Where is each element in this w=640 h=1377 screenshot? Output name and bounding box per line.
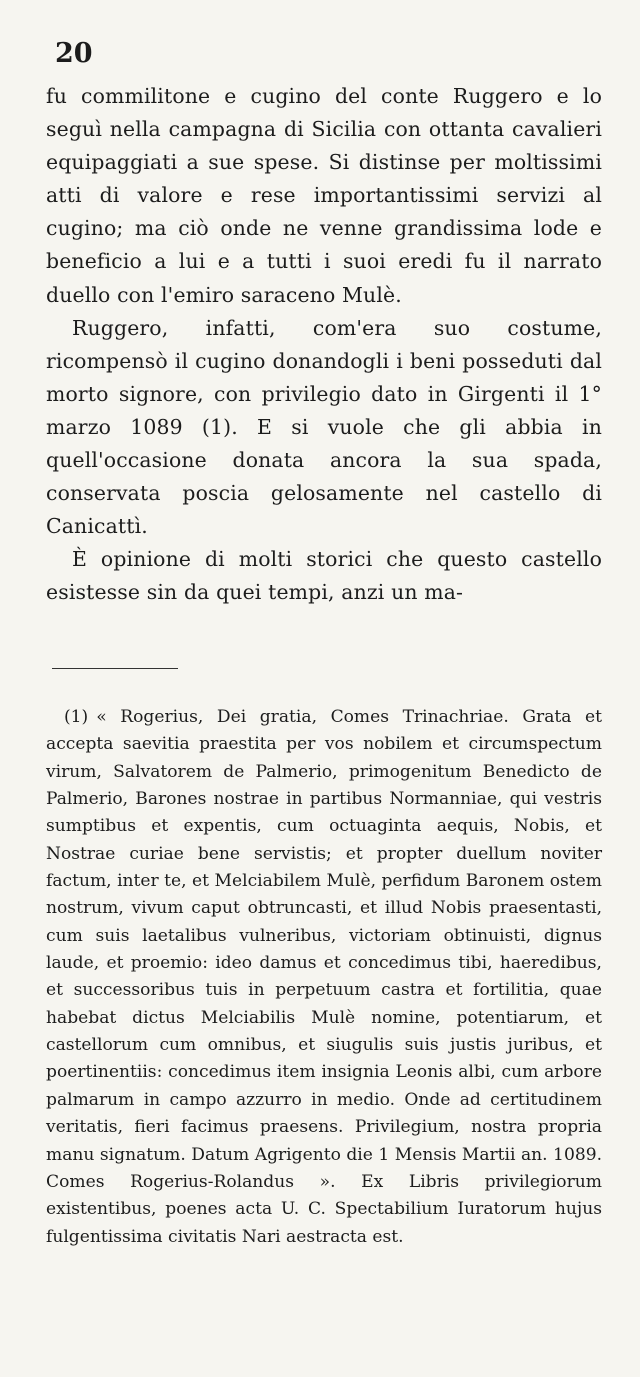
footnote-text: « Rogerius, Dei gratia, Comes Trinachriae. Grata et accepta saevitia praestita per vos nobilem et circumspectum virum, Salvatorem de Palmerio, primogenitum Benedicto de Palmerio, Barones nostrae in partibus Normanniae, qui vestris sumptibus et expentis, cum octuaginta aequis, Nobis, et Nostrae curiae bene servistis; et propter duellum noviter factum, inter te, et Melciabilem Mulè, perfidum Baronem ostem nostrum, vivum caput obtruncasti, et illud Nobis praesentasti, cum suis laetalibus vulneribus, victoriam obtinuisti, dignus laude, et proemio: ideo damus et concedimus tibi, haeredibus, et successoribus tuis in perpetuum castra et fortilitia, quae habebat dictus Melciabilis Mulè nomine, potentiarum, et castellorum cum omnibus, et siugulis suis justis juribus, et poertinentiis: concedimus item insignia Leonis albi, cum arbore palmarum in campo azzurro in medio. Onde ad certitudinem veritatis, fieri facimus praesens. Privilegium, nostra propria manu signatum. Datum Agrigento die 1 Mensis Martii an. 1089. Comes Rogerius-Rolandus ». Ex Libris privilegiorum existentibus, poenes acta U. C. Spectabilium Iuratorum hujus fulgentissima civitatis Nari aestracta est. bbox=[46, 707, 602, 1247]
paragraph-2: Ruggero, infatti, com'era suo costume, ricompensò il cugino donandogli i beni posseduti dal morto signore, con privilegio dato in Girgenti il 1° marzo 1089 (1). E si vuole che gli abbia in quell'occasione donata ancora la sua spada, conservata poscia gelosamente nel castello di Canicattì. bbox=[46, 315, 602, 539]
paragraph-3: È opinione di molti storici che questo castello esistesse sin da quei tempi, anzi un ma- bbox=[46, 547, 602, 605]
main-text bbox=[46, 80, 602, 610]
footnote bbox=[46, 704, 602, 1251]
paragraph-1: fu commilitone e cugino del conte Ruggero e lo seguì nella campagna di Sicilia con ottanta cavalieri equipaggiati a sue spese. Si distinse per moltissimi atti di valore e rese importantissimi servizi al cugino; ma ciò onde ne venne grandissima lode e beneficio a lui e a tutti i suoi eredi fu il narrato duello con l'emiro saraceno Mulè. bbox=[46, 84, 602, 307]
footnote-separator bbox=[52, 668, 178, 669]
footnote-body bbox=[46, 704, 602, 1251]
page-number: 20 bbox=[55, 38, 93, 69]
footnote-marker: (1) bbox=[64, 707, 89, 727]
